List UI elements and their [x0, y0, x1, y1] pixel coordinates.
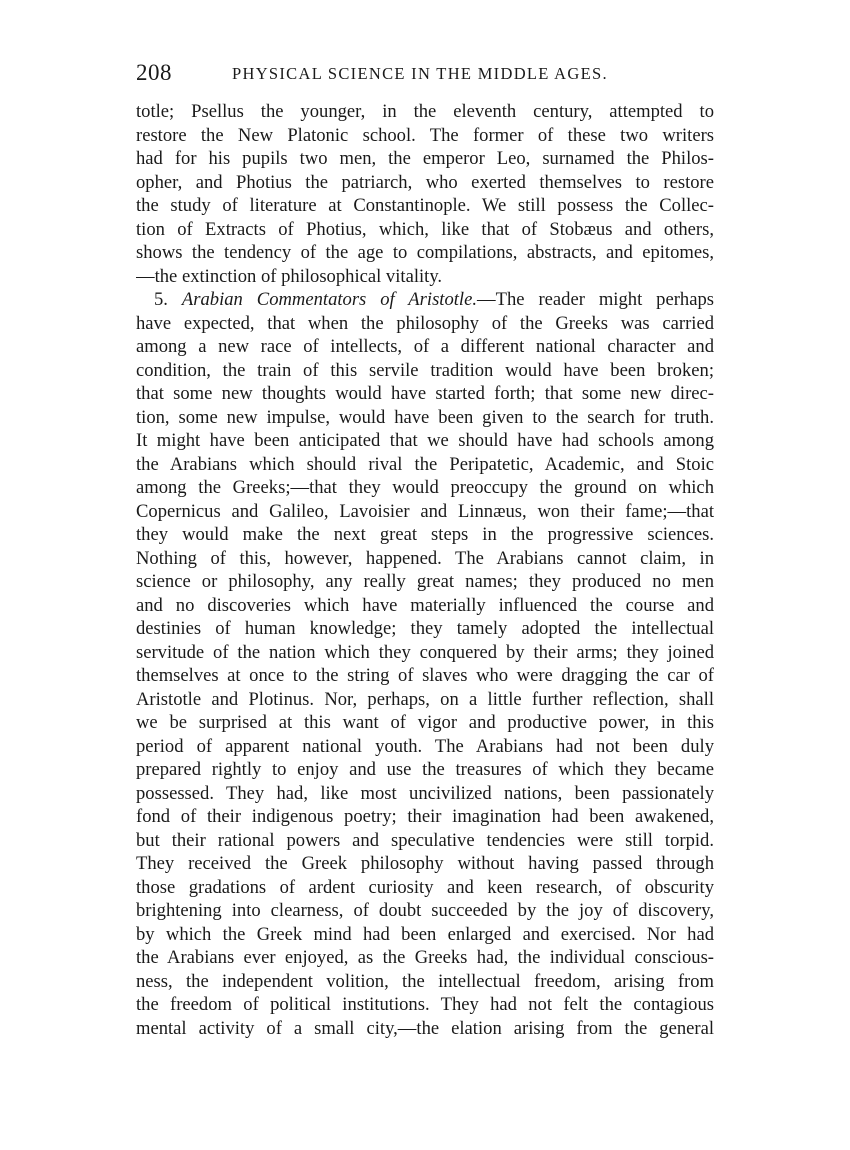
- text-line: They received the Greek philosophy without having passed through: [136, 853, 714, 874]
- text-line: fond of their indigenous poetry; their imagination had been awakened,: [136, 806, 714, 827]
- text-line: condition, the train of this servile tradition would have been broken;: [136, 359, 714, 381]
- text-line: Nothing of this, however, happened. The Arabians cannot claim, in: [136, 547, 714, 569]
- text-line: mental activity of a small city,—the elation arising from the general: [136, 1017, 714, 1039]
- running-title: PHYSICAL SCIENCE IN THE MIDDLE AGES.: [232, 64, 608, 83]
- text-line: Aristotle and Plotinus. Nor, perhaps, on a little further reflection, shall: [136, 688, 714, 710]
- text-line: prepared rightly to enjoy and use the treasures of which they became: [136, 759, 714, 780]
- text-line: that some new thoughts would have started forth; that some new direc-: [136, 383, 714, 404]
- text-line: tion, some new impulse, would have been given to the search for truth.: [136, 406, 714, 428]
- text-line: It might have been anticipated that we should have had schools among: [136, 430, 714, 451]
- text-line: they would make the next great steps in the progressive sciences.: [136, 524, 714, 545]
- text-line: we be surprised at this want of vigor and productive power, in this: [136, 712, 714, 733]
- text-line: the study of literature at Constantinople. We still possess the Collec-: [136, 195, 714, 216]
- text-line: tion of Extracts of Photius, which, like that of Stobæus and others,: [136, 218, 714, 240]
- text-line: those gradations of ardent curiosity and keen research, of obscurity: [136, 876, 714, 898]
- page-number: 208: [136, 60, 172, 85]
- text-line: among a new race of intellects, of a different national character and: [136, 336, 714, 357]
- text-line: shows the tendency of the age to compilations, abstracts, and epitomes,: [136, 242, 714, 263]
- text-line: brightening into clearness, of doubt succeeded by the joy of discovery,: [136, 900, 714, 921]
- section-title: Arabian Commentators of Aristotle.: [181, 289, 478, 310]
- text-line: totle; Psellus the younger, in the eleventh century, attempted to: [136, 101, 714, 122]
- text-line: have expected, that when the philosophy of the Greeks was carried: [136, 312, 714, 334]
- text-line: by which the Greek mind had been enlarged and exercised. Nor had: [136, 923, 714, 945]
- running-head: [136, 58, 716, 88]
- body-text: [136, 100, 714, 1090]
- text-line: restore the New Platonic school. The former of these two writers: [136, 124, 714, 146]
- text-line: Copernicus and Galileo, Lavoisier and Linnæus, won their fame;—that: [136, 500, 714, 522]
- text-line: possessed. They had, like most uncivilized nations, been passionately: [136, 782, 714, 804]
- text-line: period of apparent national youth. The Arabians had not been duly: [136, 735, 714, 757]
- section-heading-line: [136, 288, 714, 312]
- text-line: among the Greeks;—that they would preoccupy the ground on which: [136, 477, 714, 498]
- paragraph-1: [136, 100, 714, 288]
- text-line: and no discoveries which have materially influenced the course and: [136, 594, 714, 616]
- text-line: —the extinction of philosophical vitality.: [136, 265, 443, 287]
- paragraph-2: [136, 288, 714, 1040]
- text-line: had for his pupils two men, the emperor Leo, surnamed the Philos-: [136, 148, 714, 169]
- text-line: themselves at once to the string of slaves who were dragging the car of: [136, 665, 714, 686]
- text-line: destinies of human knowledge; they tamely adopted the intellectual: [136, 618, 714, 639]
- text-line: but their rational powers and speculative tendencies were still torpid.: [136, 829, 714, 851]
- text-line: servitude of the nation which they conquered by their arms; they joined: [136, 641, 714, 663]
- text-fragment: —The reader might perhaps: [477, 289, 714, 310]
- text-line: the Arabians which should rival the Peripatetic, Academic, and Stoic: [136, 453, 714, 475]
- section-number: 5.: [154, 289, 168, 310]
- text-line: science or philosophy, any really great names; they produced no men: [136, 571, 714, 592]
- text-line: the freedom of political institutions. They had not felt the contagious: [136, 994, 714, 1015]
- text-line: opher, and Photius the patriarch, who exerted themselves to restore: [136, 171, 714, 193]
- text-line: ness, the independent volition, the intellectual freedom, arising from: [136, 970, 714, 992]
- text-line: the Arabians ever enjoyed, as the Greeks had, the individual conscious-: [136, 947, 714, 968]
